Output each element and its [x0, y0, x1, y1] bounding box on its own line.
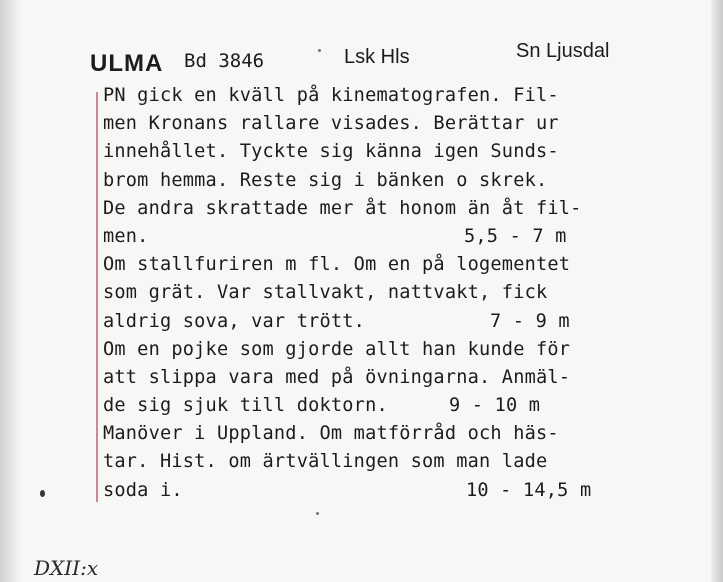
text-line: [103, 308, 693, 336]
text-line: [103, 392, 693, 420]
margin-rule: [96, 92, 98, 502]
line-text: Manöver i Uppland. Om matförråd och häs-: [103, 423, 559, 445]
speck: [316, 512, 319, 515]
text-line: [103, 448, 693, 476]
line-text: aldrig sova, var trött.: [103, 310, 366, 332]
text-line: [103, 110, 693, 138]
page-reference: 7 - 9 m: [490, 310, 570, 332]
punch-mark: [40, 490, 45, 497]
line-text: men Kronans rallare visades. Berättar ur: [103, 113, 559, 135]
page-reference: 5,5 - 7 m: [464, 225, 567, 247]
card-header: [90, 38, 683, 78]
text-line: [103, 279, 693, 307]
line-text: PN gick en kväll på kinematografen. Fil-: [103, 85, 559, 106]
archive-code: ULMA: [90, 50, 164, 77]
text-line: [103, 167, 693, 195]
line-text: soda i.: [103, 479, 183, 501]
text-line: [103, 477, 693, 505]
text-line: [103, 223, 693, 251]
line-text: innehållet. Tyckte sig känna igen Sunds-: [103, 141, 559, 163]
text-line: [103, 195, 693, 223]
text-line: [103, 364, 693, 392]
line-text: som grät. Var stallvakt, nattvakt, fick: [103, 282, 548, 304]
transcript-text: [103, 82, 693, 505]
page-reference: 10 - 14,5 m: [466, 479, 592, 501]
card-right-edge: [711, 0, 723, 582]
volume-number: Bd 3846: [184, 50, 265, 72]
line-text: brom hemma. Reste sig i bänken o skrek.: [103, 169, 548, 191]
line-text: tar. Hist. om ärtvällingen som man lade: [103, 451, 548, 473]
card-left-edge: [0, 0, 22, 582]
text-line: [103, 251, 693, 279]
province-field: Lsk Hls: [344, 46, 410, 68]
text-line: [103, 336, 693, 364]
speck: [318, 49, 321, 52]
line-text: Om en pojke som gjorde allt han kunde för: [103, 338, 571, 360]
line-text: De andra skrattade mer åt honom än åt fil-: [103, 197, 582, 219]
line-text: de sig sjuk till doktorn.: [103, 395, 388, 417]
page-reference: 9 - 10 m: [449, 395, 541, 417]
text-line: [103, 82, 693, 110]
line-text: att slippa vara med på övningarna. Anmäl-: [103, 366, 571, 388]
text-line: [103, 138, 693, 166]
parish-field: Sn Ljusdal: [516, 40, 610, 62]
text-line: [103, 420, 693, 448]
line-text: men.: [103, 225, 149, 247]
classification-mark: DXII:x: [34, 556, 99, 580]
line-text: Om stallfuriren m fl. Om en på logementet: [103, 254, 571, 276]
